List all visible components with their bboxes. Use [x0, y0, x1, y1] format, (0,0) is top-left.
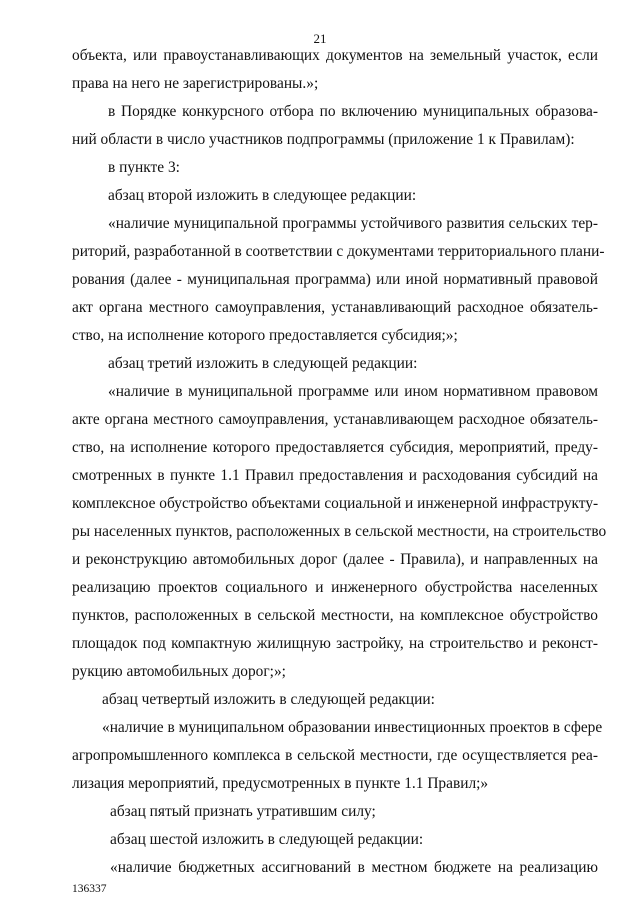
- text-line: абзац второй изложить в следующее редакции:: [108, 187, 417, 204]
- text-line: в пункте 3:: [108, 159, 180, 176]
- text-line: агропромышленного комплекса в сельской местности, где осуществляется реа-: [72, 747, 598, 764]
- text-line: акте органа местного самоуправления, устанавливающем расходное обязатель-: [72, 411, 598, 428]
- text-line: «наличие муниципальной программы устойчивого развития сельских тер-: [108, 215, 598, 232]
- text-line: абзац шестой изложить в следующей редакции:: [110, 831, 424, 848]
- page-number: 21: [313, 31, 327, 46]
- text-line: реализацию проектов социального и инженерного обустройства населенных: [72, 579, 598, 596]
- text-line: ство, на исполнение которого предоставляется субсидия;»;: [72, 327, 458, 344]
- text-line: и реконструкцию автомобильных дорог (далее - Правила), и направленных на: [72, 551, 598, 568]
- text-line: риторий, разработанной в соответствии с документами территориального плани-: [72, 243, 605, 260]
- text-line: комплексное обустройство объектами социальной и инженерной инфраструкту-: [72, 495, 599, 512]
- text-line: рукцию автомобильных дорог;»;: [72, 663, 286, 680]
- text-line: лизация мероприятий, предусмотренных в пункте 1.1 Правил;»: [72, 775, 489, 792]
- text-line: рования (далее - муниципальная программа) или иной нормативный правовой: [72, 271, 598, 288]
- text-line: абзац третий изложить в следующей редакции:: [108, 355, 418, 372]
- document-code: 136337: [72, 883, 107, 895]
- text-line: площадок под компактную жилищную застройку, на строительство и реконст-: [72, 635, 598, 652]
- text-line: «наличие в муниципальной программе или ином нормативном правовом: [108, 383, 598, 400]
- text-line: смотренных в пункте 1.1 Правил предоставления и расходования субсидий на: [72, 467, 598, 484]
- text-line: абзац пятый признать утратившим силу;: [110, 803, 376, 820]
- text-line: абзац четвертый изложить в следующей редакции:: [102, 691, 435, 708]
- text-line: ство, на исполнение которого предоставляется субсидия, мероприятий, преду-: [72, 439, 598, 456]
- text-line: объекта, или правоустанавливающих документов на земельный участок, если: [72, 47, 598, 64]
- text-line: «наличие в муниципальном образовании инвестиционных проектов в сфере: [102, 719, 603, 736]
- text-line: ры населенных пунктов, расположенных в сельской местности, на строительство: [72, 523, 607, 540]
- text-line: ний области в число участников подпрограммы (приложение 1 к Правилам):: [72, 131, 575, 148]
- text-line: «наличие бюджетных ассигнований в местном бюджете на реализацию: [110, 859, 598, 876]
- text-line: акт органа местного самоуправления, устанавливающий расходное обязатель-: [72, 299, 598, 316]
- text-line: в Порядке конкурсного отбора по включению муниципальных образова-: [108, 103, 598, 120]
- text-line: пунктов, расположенных в сельской местности, на комплексное обустройство: [72, 607, 598, 624]
- text-line: права на него не зарегистрированы.»;: [72, 75, 319, 92]
